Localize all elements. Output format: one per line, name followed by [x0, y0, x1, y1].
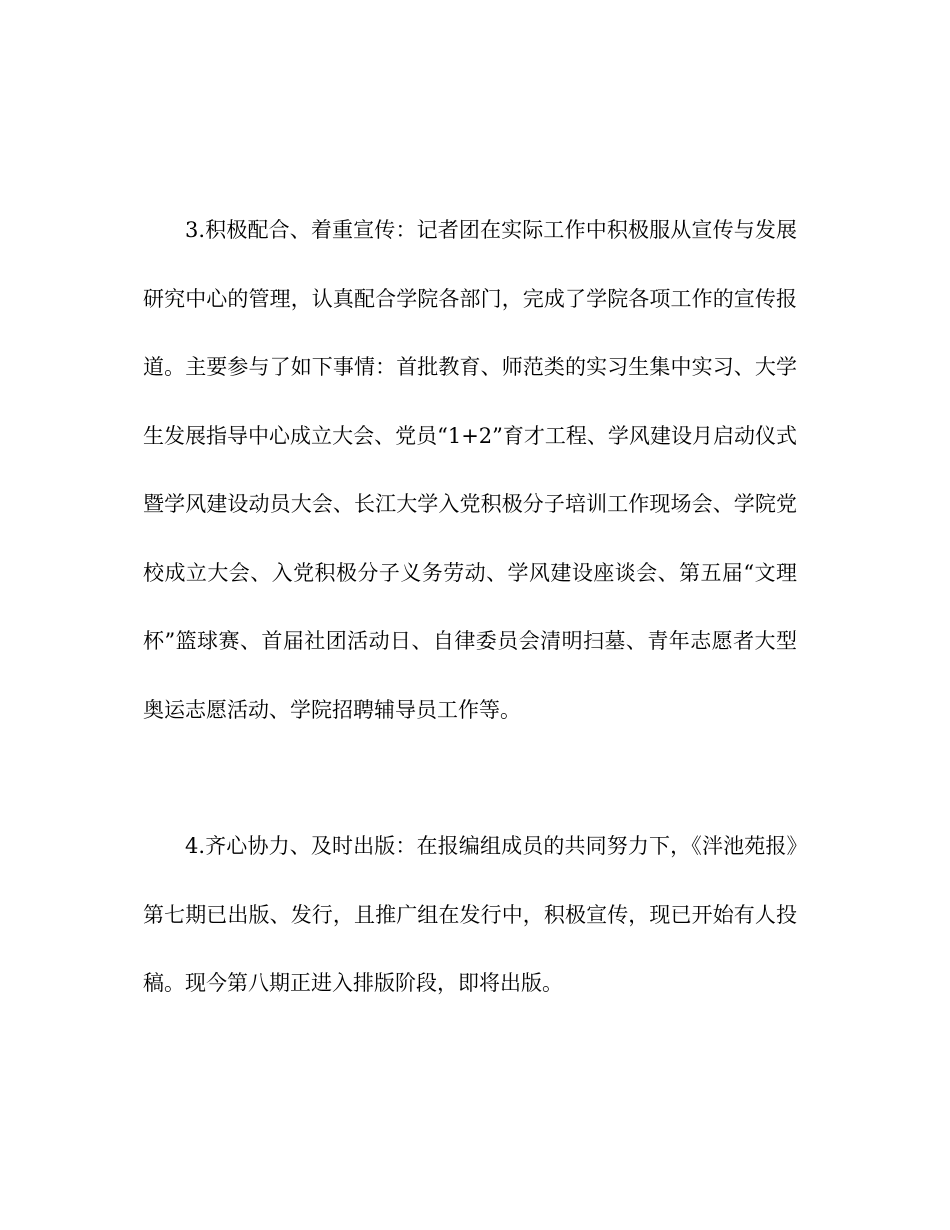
paragraph-4: 4.齐心协力、及时出版：在报编组成员的共同努力下，《泮池苑报》第七期已出版、发行，且推广组在发行中，积极宣传，现已开始有人投稿。现今第八期正进入排版阶段，即将出版。 — [143, 834, 797, 995]
document-body — [143, 196, 797, 1018]
paragraph-spacer — [143, 744, 797, 812]
paragraph-3: 3.积极配合、着重宣传：记者团在实际工作中积极服从宣传与发展研究中心的管理，认真配合学院各部门，完成了学院各项工作的宣传报道。主要参与了如下事情：首批教育、师范类的实习生集中实习、大学生发展指导中心成立大会、党员“1+2”育才工程、学风建设月启动仪式暨学风建设动员大会、长江大学入党积极分子培训工作现场会、学院党校成立大会、入党积极分子义务劳动、学风建设座谈会、第五届“文理杯”篮球赛、首届社团活动日、自律委员会清明扫墓、青年志愿者大型奥运志愿活动、学院招聘辅导员工作等。 — [143, 218, 797, 722]
